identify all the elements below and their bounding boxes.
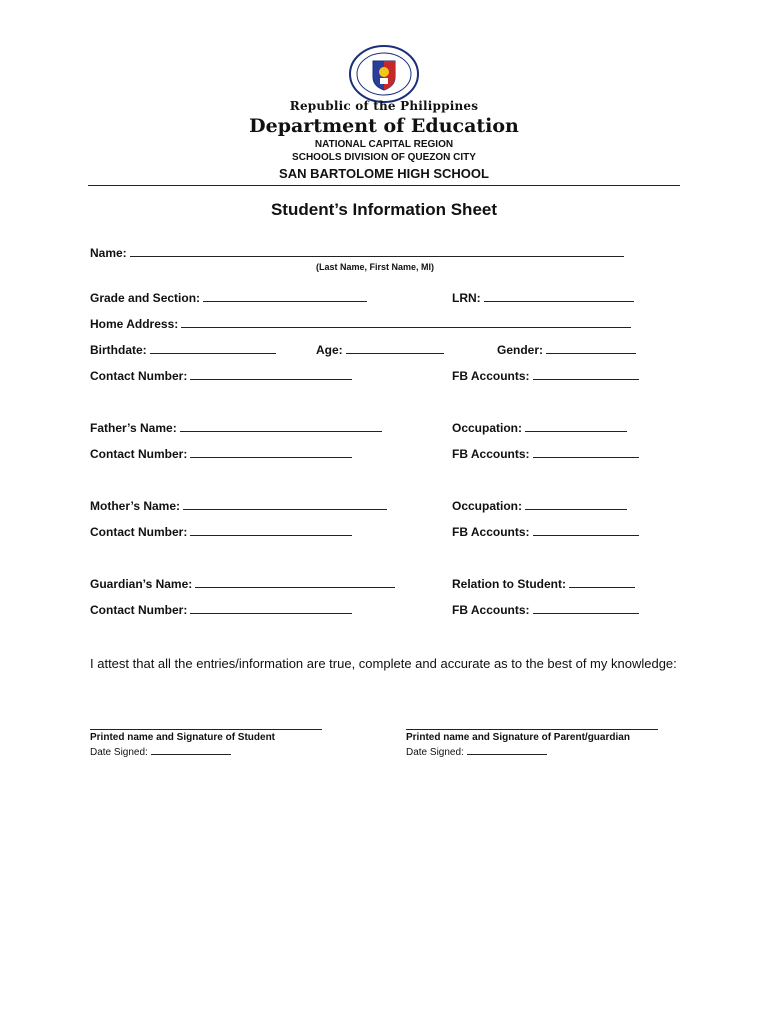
grade-section-blank[interactable] (203, 290, 367, 302)
contact-number-label: Contact Number: (90, 525, 188, 539)
occupation-label: Occupation: (452, 499, 523, 513)
student-date-blank[interactable] (151, 745, 231, 755)
parent-signature-label: Printed name and Signature of Parent/guardian (406, 732, 630, 743)
mothers-name-label: Mother’s Name: (90, 499, 181, 513)
contact-number-label: Contact Number: (90, 603, 188, 617)
student-fb-field[interactable] (452, 368, 639, 383)
mother-fb-blank[interactable] (533, 524, 639, 536)
father-fb-blank[interactable] (533, 446, 639, 458)
age-label: Age: (316, 343, 343, 357)
guardians-name-label: Guardian’s Name: (90, 577, 193, 591)
relation-field[interactable] (452, 576, 635, 591)
birthdate-blank[interactable] (150, 342, 276, 354)
lrn-field[interactable] (452, 290, 634, 305)
department-heading: Department of Education (249, 115, 519, 137)
student-contact-field[interactable] (90, 368, 352, 383)
relation-blank[interactable] (569, 576, 635, 588)
contact-number-label: Contact Number: (90, 447, 188, 461)
student-signature-label: Printed name and Signature of Student (90, 732, 276, 743)
lrn-blank[interactable] (484, 290, 634, 302)
father-contact-field[interactable] (90, 446, 352, 461)
gender-label: Gender: (497, 343, 544, 357)
lrn-label: LRN: (452, 291, 481, 305)
father-occupation-blank[interactable] (525, 420, 627, 432)
age-blank[interactable] (346, 342, 444, 354)
mothers-name-blank[interactable] (183, 498, 387, 510)
fb-accounts-label: FB Accounts: (452, 447, 530, 461)
guardian-fb-blank[interactable] (533, 602, 639, 614)
fathers-name-field[interactable] (90, 420, 382, 435)
date-signed-label: Date Signed: (406, 747, 464, 758)
date-signed-label: Date Signed: (90, 747, 148, 758)
mother-fb-field[interactable] (452, 524, 639, 539)
home-address-field[interactable] (90, 316, 631, 331)
guardian-contact-blank[interactable] (190, 602, 352, 614)
name-blank[interactable] (130, 245, 624, 257)
division-text: SCHOOLS DIVISION OF QUEZON CITY (292, 152, 476, 163)
gender-blank[interactable] (546, 342, 636, 354)
fathers-name-blank[interactable] (180, 420, 382, 432)
mother-occupation-field[interactable] (452, 498, 627, 513)
page-title: Student’s Information Sheet (270, 200, 498, 219)
gender-field[interactable] (497, 342, 636, 357)
home-address-label: Home Address: (90, 317, 179, 331)
student-contact-blank[interactable] (190, 368, 352, 380)
father-occupation-field[interactable] (452, 420, 627, 435)
region-text: NATIONAL CAPITAL REGION (314, 139, 454, 150)
father-contact-blank[interactable] (190, 446, 352, 458)
guardians-name-field[interactable] (90, 576, 395, 591)
occupation-label: Occupation: (452, 421, 523, 435)
guardian-fb-field[interactable] (452, 602, 639, 617)
birthdate-field[interactable] (90, 342, 276, 357)
deped-seal-icon (347, 44, 421, 104)
republic-heading: Republic of the Philippines (289, 99, 479, 113)
father-fb-field[interactable] (452, 446, 639, 461)
fb-accounts-label: FB Accounts: (452, 525, 530, 539)
contact-number-label: Contact Number: (90, 369, 188, 383)
parent-signature-line[interactable] (406, 729, 658, 730)
school-name: SAN BARTOLOME HIGH SCHOOL (279, 166, 489, 181)
home-address-blank[interactable] (181, 316, 631, 328)
student-date-signed[interactable] (90, 745, 231, 758)
mother-contact-blank[interactable] (190, 524, 352, 536)
age-field[interactable] (316, 342, 444, 357)
guardian-contact-field[interactable] (90, 602, 352, 617)
relation-label: Relation to Student: (452, 577, 566, 591)
attestation-text: I attest that all the entries/information are true, complete and accurate as to the best of my knowledge: (90, 656, 677, 671)
student-signature-line[interactable] (90, 729, 322, 730)
name-hint: (Last Name, First Name, MI) (316, 262, 435, 272)
parent-date-signed[interactable] (406, 745, 547, 758)
grade-section-field[interactable] (90, 290, 367, 305)
mother-contact-field[interactable] (90, 524, 352, 539)
birthdate-label: Birthdate: (90, 343, 147, 357)
parent-date-blank[interactable] (467, 745, 547, 755)
fb-accounts-label: FB Accounts: (452, 603, 530, 617)
name-field[interactable] (90, 245, 624, 260)
mother-occupation-blank[interactable] (525, 498, 627, 510)
name-label: Name: (90, 246, 127, 260)
fb-accounts-label: FB Accounts: (452, 369, 530, 383)
fathers-name-label: Father’s Name: (90, 421, 177, 435)
header-divider (88, 185, 680, 186)
mothers-name-field[interactable] (90, 498, 387, 513)
guardians-name-blank[interactable] (195, 576, 395, 588)
grade-section-label: Grade and Section: (90, 291, 201, 305)
student-fb-blank[interactable] (533, 368, 639, 380)
